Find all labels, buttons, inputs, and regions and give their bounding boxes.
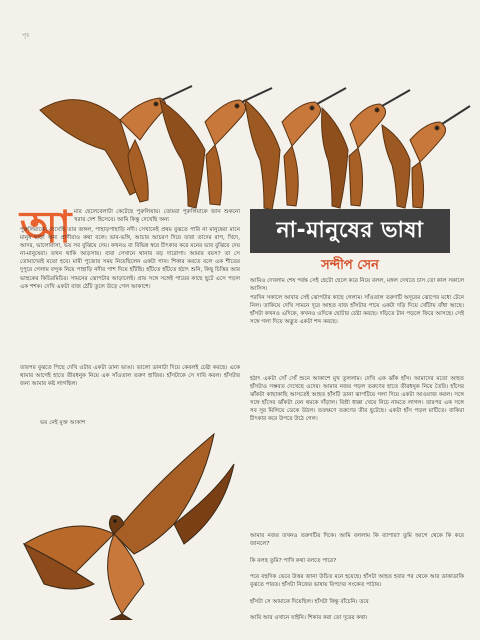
right-paragraph-2: পরদিন সকালে আবার সেই ঝোপটার কাছে গেলাম। সাঁওতাল তরুণটি অদূরের ঝোপের মধ্যে টেনে নিল। তাকিয়ে দেখি সামনে দূরে আহত বাজ হাঁসটার পায়ে একটা দড়ি দিয়ে খোঁটায় বাঁধা আছে। হাঁসটা কখনও এদিকে, কখনও ওদিকে ছোটার চেষ্টা করছে। দড়িতে টান পড়লে ফিরে আসছে। সেই সঙ্গে গলা দিয়ে অদ্ভুত একটা শব্দ করছে। — [250, 295, 464, 326]
hummingbirds-illustration — [10, 30, 472, 210]
intro-paragraph: মার ছেলেবেলাটা কেটেছে পুরুলিয়ায়। তোমরা পুরুলিয়াকে জান শুকনো খরার দেশ হিসেবে। আমি কিন্তু দেখেছি অন্য — [74, 209, 240, 224]
right-paragraph-1: আমিও দেখলাম শেষ পর্যন্ত সেই ছেটো ছেলে করে নিয়ে বলল, মঙ্গল দেখতে চাস তো কাল সকালে আসিস। — [250, 278, 464, 293]
right-paragraph-8: আমি আর ওখানে যাইনি। শিকার করা তো দূরের কথা। — [250, 615, 368, 621]
body-paragraph-2: তারপর বুঝতে পিছে দেখি ওটার একটা ডানা ভাঙা। ভালো ডানাটা দিয়ে কেবলই চেষ্টা করছে। একে থামার আগেই হাতে তীরধনুক নিয়ে এক সাঁওতাল তরুণ হাজির। হাঁসটাকে সে দাবি করল। হাঁসটার জন্য আমার কষ্ট লাগছিল। — [20, 365, 240, 388]
hummingbird-1 — [40, 86, 192, 202]
image-caption: ভয় নেই মুক্ত আকাশ — [40, 420, 86, 426]
page-mark: পৃঃ — [22, 32, 30, 39]
drop-cap: আ — [20, 202, 72, 253]
author-name: সন্দীপ সেন — [321, 258, 379, 273]
right-paragraph-4: আমার নজর তখনও তরুণটির দিকে। আমি বললাম কি ব্যাপার? তুমি আগে থেকে কি করে জানলে? — [250, 533, 464, 548]
hummingbird-5 — [382, 106, 470, 208]
right-paragraph-5: কি বলছ তুমি? পাখি কথা বলতে পারে? — [250, 558, 337, 564]
article-title: না-মানুষের ভাষা — [250, 209, 450, 253]
right-paragraph-3: হঠাৎ একটা সোঁ সোঁ শুনে আকাশে মুখ তুললাম। দেখি এক ঝাঁক হাঁস। আমাদের মতো আহত হাঁসটাও সম্ভবত দেখেছে ওদের। আমার নজর পড়ল তরুণের হাতে তীরধনুক নিয়ে তৈরি। হাঁসের ঝাঁকটা কাছাকাছি আসতেই আহত হাঁসটি ডানা ঝাপটিয়ে গলা দিয়ে একটা আওয়াজ করল। সঙ্গে সঙ্গে হাঁসের ঝাঁকটা যেন থমকে দাঁড়াল। বিশ্রী ধাক্কা খেয়ে নিচে নামতে লাগল। তারপর এক সঙ্গে সব সুর মিলিয়ে ডেকে উঠল। ততক্ষণে তরুণের তীর ছুটেছে। একটা হাঁস পড়ল মাটিতে। বাকিরা চীৎকার করে উপরে উঠে গেল। — [250, 376, 464, 423]
right-paragraph-7: হাঁসটা সে আমাকে দিয়েছিল। হাঁসটা কিন্তু বাঁচেনি। তবে — [250, 599, 369, 605]
body-paragraph-1: পুরুলিয়াকে। দেখেছি তার জঙ্গল, পাহাড়পাহাড়ি নদী। সেখানেই প্রথম বুঝতে পারি না মানুষেরা মানে মানুষ ছাড়া অন্য প্রাণীরাও কথা বলে। ভাব-ভঙ্গি, আচার আচরণ দিয়ে তারা তাদের রাগ, খিদে, আদর, ভালোবাসা, ভয় সব বুঝিয়ে দেয়। কখনও বা বিভিন্ন স্বরে চীৎকার করে মনের ভাব বুঝিয়ে দেয় না-মানুষেরা। তখন থাকি আড়সায়। বাবা সেখানে থানার বড় দারোগা। আমার বয়স? তা সে তোমাদেরই মতো হবে। মামী পুজোর সময় নিয়েছিলেন একটা গান। শিকার করতে বলে এক শীতের দুপুরে গেলাম বন্দুক নিয়ে পাহাড়ি নদীর পাশ দিয়ে হাঁটছি। হাঁটতে হাঁটতে হঠাৎ শুনি, কিছু চিত্তির আর ভাহুকের কিচিরমিচির। সামনের ঝোপটার আড়ালেই। প্রায় সঙ্গে সঙ্গেই পায়ের কাছে ছুটে এসে পড়ল এক শশক। দেখি একটা বাজ ঠোঁট তুলে উড়ে গেল আকাশে। — [20, 227, 240, 290]
eagle-illustration — [14, 424, 240, 620]
right-paragraph-6: পরে বহুদিক ভেবে উত্তর জানা উচিত মনে হয়েছে। হাঁসটা আহত হবার পর থেকে আর ডাকাডাকি বুঝতে পারত। হাঁসটা নিজের ভাষায় বিপদের সংকেত পাঠায়। — [250, 574, 464, 589]
